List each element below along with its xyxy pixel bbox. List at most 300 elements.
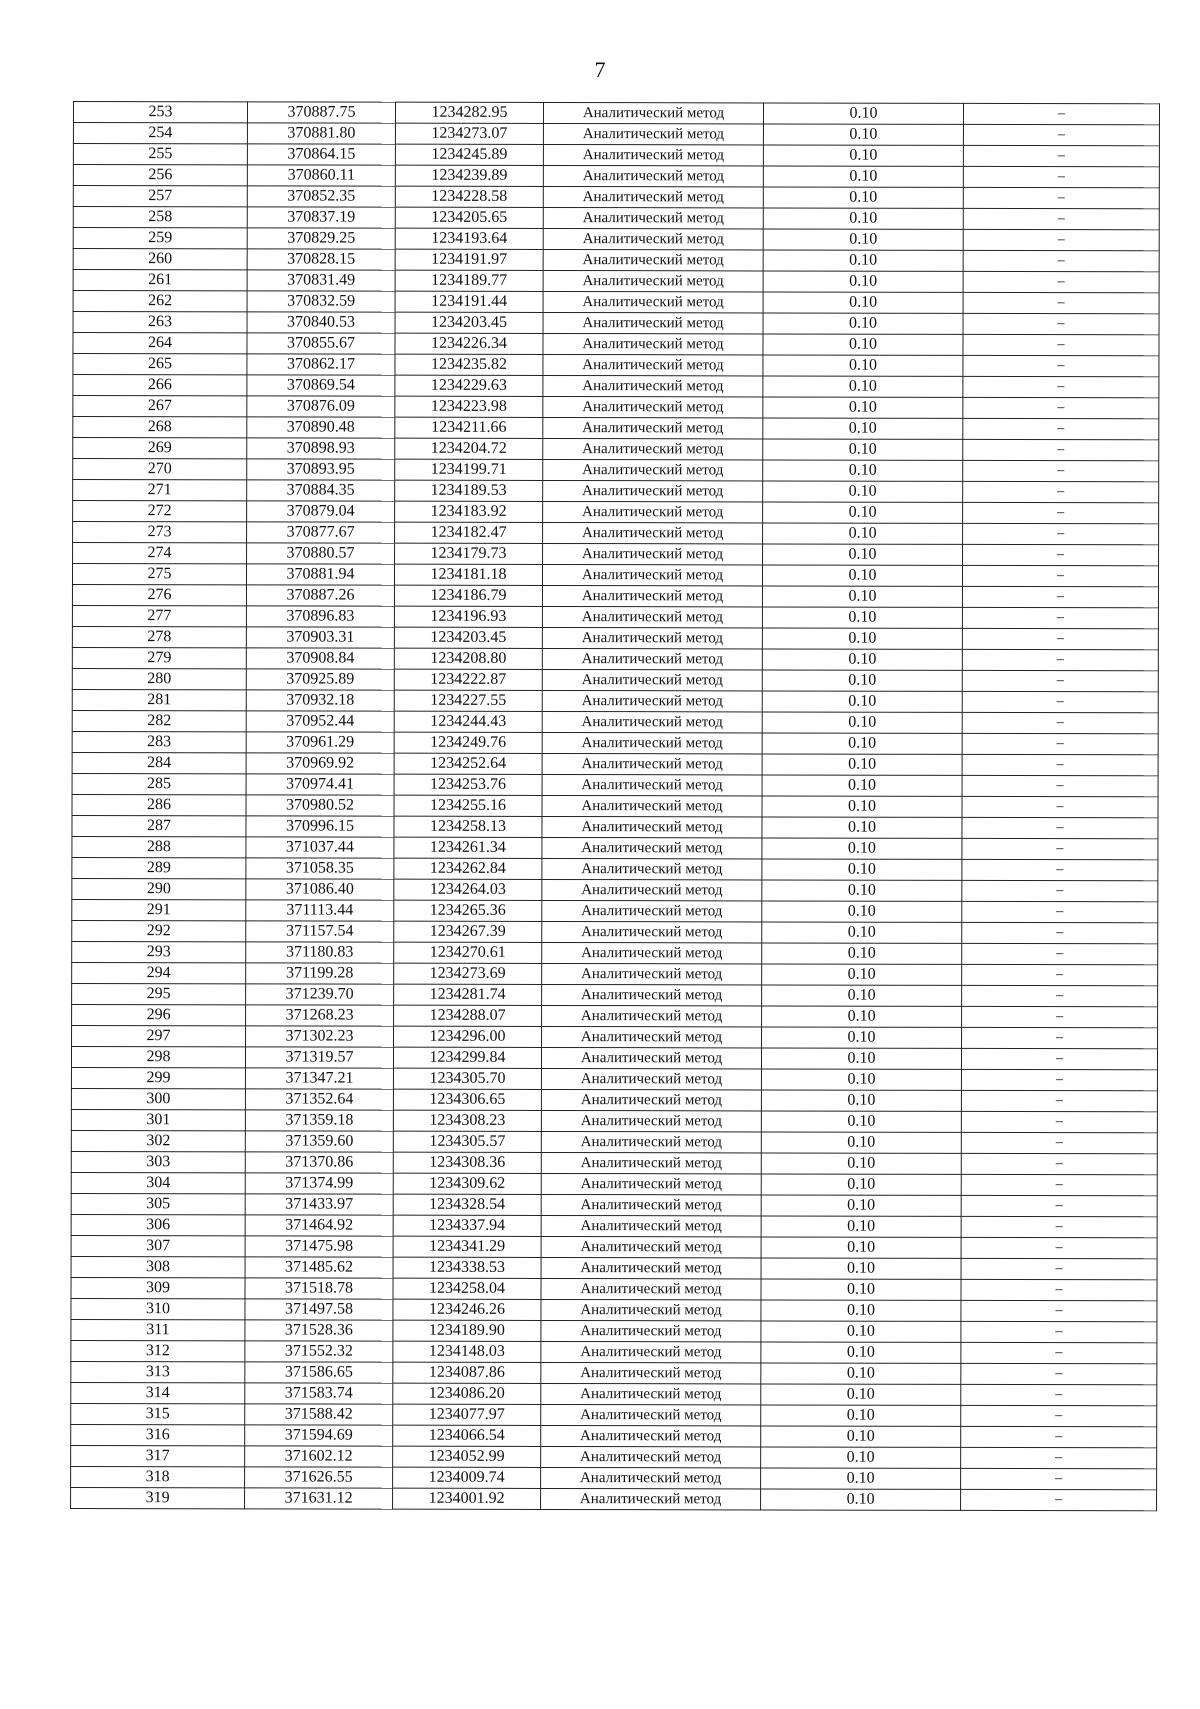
accuracy-cell: 0.10 [761,1468,961,1489]
method-cell: Аналитический метод [543,207,763,228]
x-coordinate-cell: 371586.65 [245,1362,393,1383]
accuracy-cell: 0.10 [763,355,963,376]
note-cell: – [962,880,1158,901]
note-cell: – [963,313,1159,334]
x-coordinate-cell: 370876.09 [247,396,395,417]
point-number-cell: 256 [73,165,247,186]
accuracy-cell: 0.10 [762,628,962,649]
table-row [73,417,1159,440]
accuracy-cell: 0.10 [762,733,962,754]
method-cell: Аналитический метод [541,1488,761,1509]
accuracy-cell: 0.10 [762,880,962,901]
point-number-cell: 290 [72,878,246,899]
point-number-cell: 295 [72,983,246,1004]
point-number-cell: 265 [73,354,247,375]
table-row [72,794,1158,817]
method-cell: Аналитический метод [542,837,762,858]
point-number-cell: 291 [72,899,246,920]
y-coordinate-cell: 1234305.70 [393,1068,541,1089]
method-cell: Аналитический метод [541,1152,761,1173]
y-coordinate-cell: 1234296.00 [394,1026,542,1047]
y-coordinate-cell: 1234183.92 [395,501,543,522]
point-number-cell: 259 [73,228,247,249]
method-cell: Аналитический метод [543,102,763,123]
method-cell: Аналитический метод [541,1068,761,1089]
table-row [73,375,1159,398]
x-coordinate-cell: 370881.80 [247,123,395,144]
accuracy-cell: 0.10 [762,754,962,775]
y-coordinate-cell: 1234338.53 [393,1257,541,1278]
accuracy-cell: 0.10 [763,229,963,250]
y-coordinate-cell: 1234262.84 [394,858,542,879]
point-number-cell: 287 [72,815,246,836]
table-row [73,543,1159,566]
method-cell: Аналитический метод [541,1404,761,1425]
table-row [71,1172,1157,1195]
y-coordinate-cell: 1234261.34 [394,837,542,858]
table-row [72,752,1158,775]
table-row [72,605,1158,628]
accuracy-cell: 0.10 [761,1111,961,1132]
accuracy-cell: 0.10 [761,1279,961,1300]
y-coordinate-cell: 1234211.66 [395,417,543,438]
note-cell: – [962,649,1158,670]
note-cell: – [962,1027,1158,1048]
method-cell: Аналитический метод [541,1047,761,1068]
point-number-cell: 310 [71,1298,245,1319]
table-row [71,1445,1157,1468]
note-cell: – [961,1069,1157,1090]
note-cell: – [961,1405,1157,1426]
x-coordinate-cell: 370932.18 [246,690,394,711]
x-coordinate-cell: 371588.42 [245,1404,393,1425]
y-coordinate-cell: 1234077.97 [393,1404,541,1425]
table-row [72,626,1158,649]
accuracy-cell: 0.10 [763,145,963,166]
table-row [73,186,1159,209]
method-cell: Аналитический метод [543,522,763,543]
accuracy-cell: 0.10 [761,1342,961,1363]
y-coordinate-cell: 1234245.89 [395,144,543,165]
note-cell: – [962,838,1158,859]
method-cell: Аналитический метод [542,753,762,774]
note-cell: – [963,334,1159,355]
table-row [71,1403,1157,1426]
table-row [73,291,1159,314]
accuracy-cell: 0.10 [763,334,963,355]
table-row [72,710,1158,733]
method-cell: Аналитический метод [542,900,762,921]
table-row [72,899,1158,922]
y-coordinate-cell: 1234227.55 [394,690,542,711]
method-cell: Аналитический метод [543,270,763,291]
x-coordinate-cell: 370898.93 [247,438,395,459]
note-cell: – [963,481,1159,502]
accuracy-cell: 0.10 [763,124,963,145]
point-number-cell: 272 [73,501,247,522]
point-number-cell: 292 [72,920,246,941]
method-cell: Аналитический метод [543,396,763,417]
y-coordinate-cell: 1234267.39 [394,921,542,942]
table-row [71,1151,1157,1174]
accuracy-cell: 0.10 [763,250,963,271]
point-number-cell: 301 [71,1109,245,1130]
point-number-cell: 274 [73,543,247,564]
x-coordinate-cell: 370829.25 [247,228,395,249]
method-cell: Аналитический метод [543,459,763,480]
y-coordinate-cell: 1234270.61 [394,942,542,963]
table-row [73,480,1159,503]
accuracy-cell: 0.10 [763,418,963,439]
method-cell: Аналитический метод [541,1341,761,1362]
table-row [73,249,1159,272]
y-coordinate-cell: 1234001.92 [393,1488,541,1509]
accuracy-cell: 0.10 [763,481,963,502]
y-coordinate-cell: 1234009.74 [393,1467,541,1488]
note-cell: – [962,1006,1158,1027]
x-coordinate-cell: 371626.55 [245,1467,393,1488]
point-number-cell: 261 [73,270,247,291]
x-coordinate-cell: 371359.18 [245,1110,393,1131]
point-number-cell: 281 [72,689,246,710]
accuracy-cell: 0.10 [763,313,963,334]
point-number-cell: 286 [72,794,246,815]
point-number-cell: 270 [73,459,247,480]
accuracy-cell: 0.10 [762,922,962,943]
x-coordinate-cell: 371370.86 [245,1152,393,1173]
method-cell: Аналитический метод [541,1425,761,1446]
y-coordinate-cell: 1234328.54 [393,1194,541,1215]
x-coordinate-cell: 371464.92 [245,1215,393,1236]
x-coordinate-cell: 370969.92 [246,753,394,774]
accuracy-cell: 0.10 [763,166,963,187]
y-coordinate-cell: 1234309.62 [393,1173,541,1194]
accuracy-cell: 0.10 [762,712,962,733]
method-cell: Аналитический метод [543,543,763,564]
y-coordinate-cell: 1234199.71 [395,459,543,480]
y-coordinate-cell: 1234288.07 [394,1005,542,1026]
y-coordinate-cell: 1234253.76 [394,774,542,795]
table-row [72,564,1158,587]
x-coordinate-cell: 370980.52 [246,795,394,816]
point-number-cell: 289 [72,857,246,878]
note-cell: – [963,103,1159,124]
table-row [71,1067,1157,1090]
note-cell: – [963,208,1159,229]
accuracy-cell: 0.10 [761,1090,961,1111]
x-coordinate-cell: 371475.98 [245,1236,393,1257]
accuracy-cell: 0.10 [763,187,963,208]
method-cell: Аналитический метод [543,249,763,270]
accuracy-cell: 0.10 [762,649,962,670]
y-coordinate-cell: 1234306.65 [393,1089,541,1110]
method-cell: Аналитический метод [542,732,762,753]
note-cell: – [962,985,1158,1006]
x-coordinate-cell: 371239.70 [246,984,394,1005]
y-coordinate-cell: 1234087.86 [393,1362,541,1383]
x-coordinate-cell: 371268.23 [246,1005,394,1026]
table-row [71,1130,1157,1153]
x-coordinate-cell: 370831.49 [247,270,395,291]
method-cell: Аналитический метод [543,291,763,312]
point-number-cell: 255 [73,144,247,165]
table-row [72,920,1158,943]
accuracy-cell: 0.10 [763,460,963,481]
accuracy-cell: 0.10 [761,1384,961,1405]
x-coordinate-cell: 371583.74 [245,1383,393,1404]
note-cell: – [961,1321,1157,1342]
note-cell: – [962,796,1158,817]
table-row [72,585,1158,608]
point-number-cell: 288 [72,836,246,857]
table-row [71,1193,1157,1216]
method-cell: Аналитический метод [542,858,762,879]
point-number-cell: 278 [72,626,246,647]
accuracy-cell: 0.10 [761,1447,961,1468]
accuracy-cell: 0.10 [762,964,962,985]
accuracy-cell: 0.10 [761,1174,961,1195]
table-row [73,270,1159,293]
table-row [71,1487,1157,1510]
note-cell: – [963,544,1159,565]
note-cell: – [963,523,1159,544]
x-coordinate-cell: 371352.64 [245,1089,393,1110]
table-row [71,1382,1157,1405]
point-number-cell: 296 [72,1004,246,1025]
accuracy-cell: 0.10 [763,544,963,565]
accuracy-cell: 0.10 [763,292,963,313]
accuracy-cell: 0.10 [762,943,962,964]
method-cell: Аналитический метод [542,711,762,732]
note-cell: – [962,565,1158,586]
x-coordinate-cell: 370837.19 [247,207,395,228]
x-coordinate-cell: 371552.32 [245,1341,393,1362]
method-cell: Аналитический метод [541,1215,761,1236]
method-cell: Аналитический метод [543,354,763,375]
table-row [71,1235,1157,1258]
table-row [72,815,1158,838]
y-coordinate-cell: 1234203.45 [395,312,543,333]
method-cell: Аналитический метод [542,921,762,942]
y-coordinate-cell: 1234273.07 [395,123,543,144]
table-body [71,102,1160,1511]
method-cell: Аналитический метод [541,1383,761,1404]
y-coordinate-cell: 1234299.84 [393,1047,541,1068]
x-coordinate-cell: 370852.35 [247,186,395,207]
table-row [72,878,1158,901]
y-coordinate-cell: 1234189.90 [393,1320,541,1341]
note-cell: – [961,1447,1157,1468]
note-cell: – [962,964,1158,985]
accuracy-cell: 0.10 [761,1489,961,1510]
table-row [72,857,1158,880]
accuracy-cell: 0.10 [762,565,962,586]
point-number-cell: 304 [71,1172,245,1193]
method-cell: Аналитический метод [541,1173,761,1194]
accuracy-cell: 0.10 [762,817,962,838]
method-cell: Аналитический метод [543,165,763,186]
table-row [72,1004,1158,1027]
table-row [72,983,1158,1006]
x-coordinate-cell: 370869.54 [247,375,395,396]
note-cell: – [963,502,1159,523]
table-row [73,354,1159,377]
x-coordinate-cell: 370903.31 [246,627,394,648]
point-number-cell: 309 [71,1277,245,1298]
accuracy-cell: 0.10 [763,439,963,460]
x-coordinate-cell: 370879.04 [247,501,395,522]
x-coordinate-cell: 371319.57 [245,1047,393,1068]
note-cell: – [963,124,1159,145]
x-coordinate-cell: 371594.69 [245,1425,393,1446]
table-row [71,1466,1157,1489]
table-row [73,102,1159,125]
point-number-cell: 319 [71,1487,245,1508]
y-coordinate-cell: 1234246.26 [393,1299,541,1320]
method-cell: Аналитический метод [541,1320,761,1341]
y-coordinate-cell: 1234258.13 [394,816,542,837]
x-coordinate-cell: 371302.23 [246,1026,394,1047]
point-number-cell: 307 [71,1235,245,1256]
table-row [72,836,1158,859]
x-coordinate-cell: 370961.29 [246,732,394,753]
note-cell: – [961,1468,1157,1489]
table-row [72,773,1158,796]
y-coordinate-cell: 1234244.43 [394,711,542,732]
method-cell: Аналитический метод [541,1467,761,1488]
accuracy-cell: 0.10 [762,670,962,691]
y-coordinate-cell: 1234208.80 [394,648,542,669]
x-coordinate-cell: 370890.48 [247,417,395,438]
accuracy-cell: 0.10 [761,1048,961,1069]
note-cell: – [962,817,1158,838]
accuracy-cell: 0.10 [761,1426,961,1447]
note-cell: – [962,859,1158,880]
point-number-cell: 276 [72,585,246,606]
y-coordinate-cell: 1234223.98 [395,396,543,417]
point-number-cell: 262 [73,291,247,312]
note-cell: – [961,1090,1157,1111]
x-coordinate-cell: 371528.36 [245,1320,393,1341]
method-cell: Аналитический метод [541,1089,761,1110]
table-row [73,228,1159,251]
point-number-cell: 298 [71,1046,245,1067]
accuracy-cell: 0.10 [763,376,963,397]
table-row [71,1046,1157,1069]
method-cell: Аналитический метод [543,186,763,207]
point-number-cell: 258 [73,207,247,228]
table-row [72,731,1158,754]
method-cell: Аналитический метод [542,1026,762,1047]
accuracy-cell: 0.10 [761,1195,961,1216]
note-cell: – [962,586,1158,607]
method-cell: Аналитический метод [542,627,762,648]
method-cell: Аналитический метод [541,1131,761,1152]
accuracy-cell: 0.10 [762,691,962,712]
y-coordinate-cell: 1234249.76 [394,732,542,753]
note-cell: – [962,775,1158,796]
table-row [72,647,1158,670]
table-row [72,941,1158,964]
note-cell: – [961,1426,1157,1447]
accuracy-cell: 0.10 [761,1300,961,1321]
accuracy-cell: 0.10 [761,1363,961,1384]
note-cell: – [963,166,1159,187]
x-coordinate-cell: 370896.83 [246,606,394,627]
point-number-cell: 284 [72,752,246,773]
note-cell: – [962,691,1158,712]
note-cell: – [963,271,1159,292]
table-row [71,1088,1157,1111]
point-number-cell: 305 [71,1193,245,1214]
y-coordinate-cell: 1234205.65 [395,207,543,228]
accuracy-cell: 0.10 [763,502,963,523]
method-cell: Аналитический метод [542,564,762,585]
x-coordinate-cell: 371433.97 [245,1194,393,1215]
y-coordinate-cell: 1234226.34 [395,333,543,354]
y-coordinate-cell: 1234222.87 [394,669,542,690]
table-row [72,962,1158,985]
accuracy-cell: 0.10 [762,775,962,796]
y-coordinate-cell: 1234308.36 [393,1152,541,1173]
y-coordinate-cell: 1234191.44 [395,291,543,312]
method-cell: Аналитический метод [541,1446,761,1467]
table-row [72,689,1158,712]
accuracy-cell: 0.10 [762,1027,962,1048]
method-cell: Аналитический метод [542,963,762,984]
method-cell: Аналитический метод [542,795,762,816]
coordinates-table [70,101,1160,1511]
note-cell: – [962,607,1158,628]
y-coordinate-cell: 1234282.95 [395,102,543,123]
x-coordinate-cell: 371347.21 [245,1068,393,1089]
point-number-cell: 269 [73,438,247,459]
x-coordinate-cell: 371180.83 [246,942,394,963]
accuracy-cell: 0.10 [761,1069,961,1090]
point-number-cell: 280 [72,668,246,689]
point-number-cell: 317 [71,1445,245,1466]
x-coordinate-cell: 371602.12 [245,1446,393,1467]
y-coordinate-cell: 1234148.03 [393,1341,541,1362]
x-coordinate-cell: 371631.12 [245,1488,393,1509]
note-cell: – [963,397,1159,418]
note-cell: – [961,1489,1157,1510]
x-coordinate-cell: 370862.17 [247,354,395,375]
accuracy-cell: 0.10 [763,271,963,292]
table-row [73,312,1159,335]
x-coordinate-cell: 371359.60 [245,1131,393,1152]
point-number-cell: 312 [71,1340,245,1361]
y-coordinate-cell: 1234341.29 [393,1236,541,1257]
method-cell: Аналитический метод [542,984,762,1005]
y-coordinate-cell: 1234181.18 [394,564,542,585]
note-cell: – [961,1195,1157,1216]
note-cell: – [961,1132,1157,1153]
note-cell: – [963,229,1159,250]
table-row [71,1361,1157,1384]
method-cell: Аналитический метод [543,417,763,438]
point-number-cell: 299 [71,1067,245,1088]
point-number-cell: 283 [72,731,246,752]
y-coordinate-cell: 1234273.69 [394,963,542,984]
method-cell: Аналитический метод [541,1236,761,1257]
y-coordinate-cell: 1234264.03 [394,879,542,900]
note-cell: – [961,1363,1157,1384]
point-number-cell: 294 [72,962,246,983]
point-number-cell: 253 [73,102,247,123]
point-number-cell: 303 [71,1151,245,1172]
x-coordinate-cell: 370925.89 [246,669,394,690]
